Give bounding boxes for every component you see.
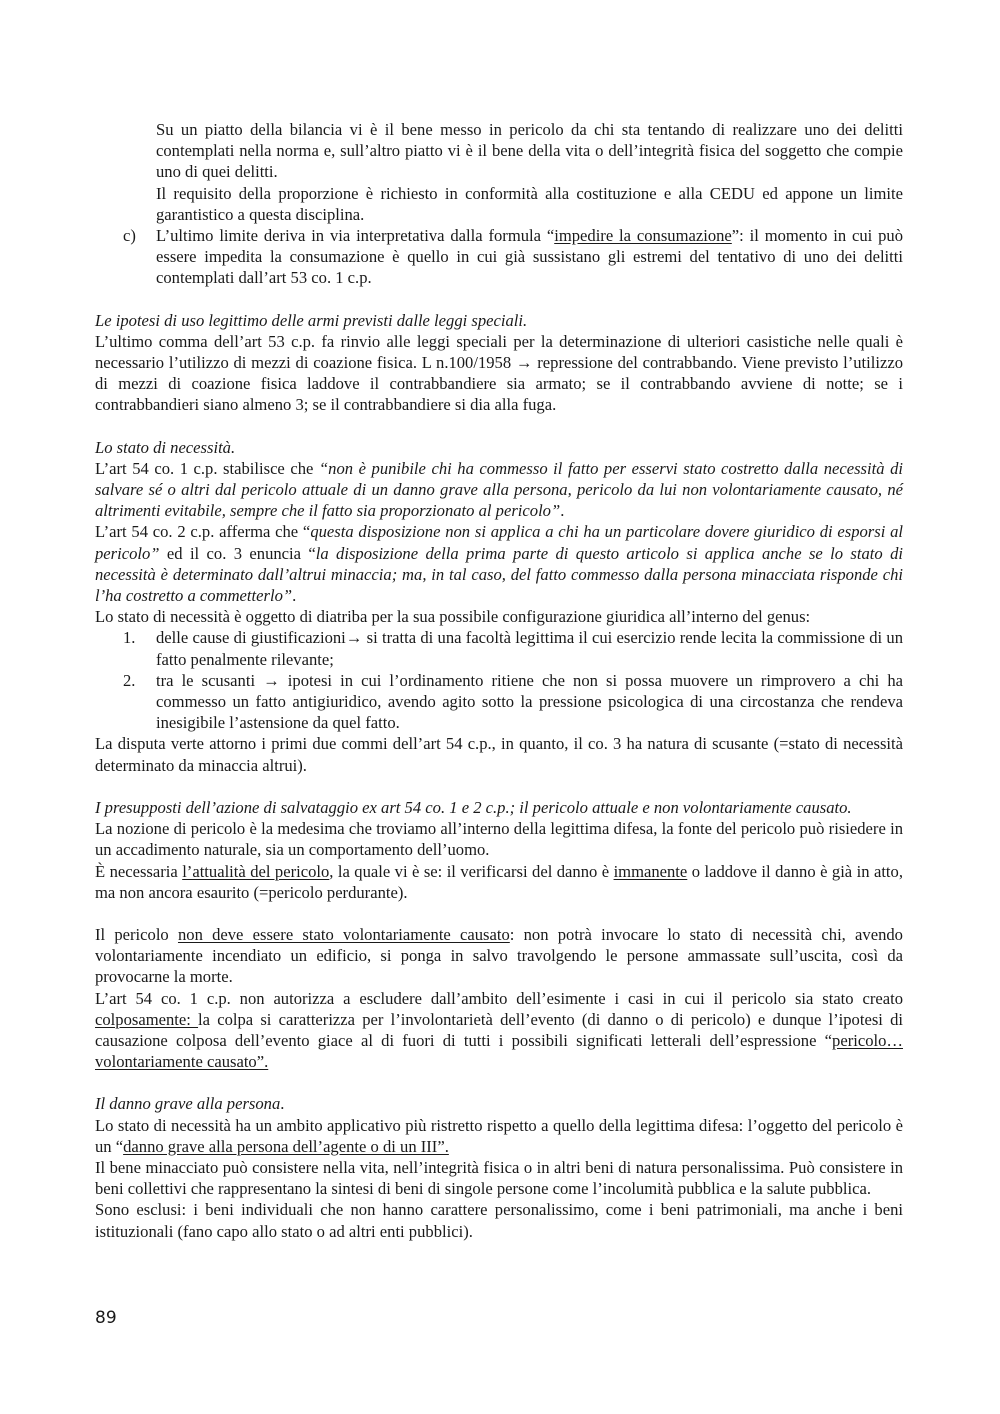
paragraph-bilancia (156, 119, 903, 183)
list-item-2 (95, 670, 903, 734)
underlined-term: pericolo…volontariamente causato”. (95, 1030, 903, 1072)
arrow-right-icon: → (263, 670, 280, 690)
paragraph-disputa: La disputa verte attorno i primi due commi dell’art 54 c.p., in quanto, il co. 3 ha natura di scusante (=stato di necessità determinato da minaccia altrui). (95, 734, 903, 775)
paragraph-text: repressione del contrabbando. Viene previsto l’utilizzo di mezzi di coazione fisica laddove il contrabbandiere sia armato; se il contrabbando avviene di notte; se i contrabbandieri siano almeno 3; se il contrabbandiere si dia alla fuga. (95, 353, 903, 415)
list-item-1 (95, 627, 903, 669)
section-heading-danno (95, 1093, 903, 1114)
list-marker: c) (123, 226, 136, 246)
paragraph-nozione-pericolo: La nozione di pericolo è la medesima che troviamo all’interno della legittima difesa, la fonte del pericolo può risiedere in un accadimento naturale, sia un comportamento dell’uomo. (95, 819, 903, 860)
paragraph-text: Su un piatto della bilancia vi è il bene messo in pericolo da chi sta tentando di realizzare uno dei delitti contemplati nella norma e, sull’altro piatto vi è il bene della vita o dell’integrità fisica del soggetto che compie uno di quei delitti. (156, 120, 903, 182)
paragraph-proporzione (156, 183, 903, 225)
arrow-right-icon: → (515, 353, 533, 373)
quoted-law: la disposizione della prima parte di questo articolo si applica anche se lo stato di necessità è determinato dall’altrui minaccia; ma, in tal caso, del fatto commesso dalla persona minacciata risponde chi l’ha costretto a commetterlo” (95, 543, 903, 606)
paragraph-text: si tratta di una facoltà legittima il cui esercizio rende lecita la commissione di un fatto penalmente rilevante; (156, 628, 903, 669)
paragraph-attualita (95, 861, 903, 903)
paragraph-armi (95, 331, 903, 416)
underlined-term: impedire la consumazione (554, 226, 732, 246)
paragraph-esclusi: Sono esclusi: i beni individuali che non hanno carattere personalissimo, come i beni patrimoniali, ma anche i beni istituzionali (fano capo allo stato o ad altri enti pubblici). (95, 1200, 903, 1241)
paragraph-non-volontario (95, 924, 903, 988)
paragraph-text: L’art 54 co. 1 c.p. non autorizza a escludere dall’ambito dell’esimente i casi in cui il pericolo sia stato creato (95, 988, 903, 1008)
paragraph-art54-co1 (95, 458, 903, 522)
paragraph-text: la colpa si caratterizza per l’involontarietà dell’evento (di danno o di pericolo) e dunque l’ipotesi di causazione colposa dell’evento giace al di fuori di tutti i possibili significati letterali dell’espressione “ (95, 1009, 903, 1050)
arrow-right-icon: → (345, 628, 363, 648)
paragraph-text: , la quale vi è se: il verificarsi del danno è (329, 861, 614, 881)
quoted-law: questa disposizione non si applica a chi ha un particolare dovere giuridico di esporsi al pericolo” (95, 522, 904, 563)
list-item-c (95, 225, 903, 289)
underlined-term: immanente (613, 861, 688, 881)
paragraph-ambito (95, 1115, 903, 1157)
paragraph-text: ipotesi in cui l’ordinamento ritiene che non si possa muovere un rimprovero a chi ha commesso un fatto antigiuridico, avendo agito sotto la pressione psicologica di una circostanza che rendeva inesigibile l’astensione da quel fatto. (156, 670, 903, 733)
paragraph-diatriba: Lo stato di necessità è oggetto di diatriba per la sua possibile configurazione giuridica all’interno del genus: (95, 607, 811, 627)
document-page (95, 119, 903, 1242)
paragraph-text: delle cause di giustificazioni (156, 628, 346, 648)
paragraph-bene-minacciato: Il bene minacciato può consistere nella vita, nell’integrità fisica o in altri beni di natura personalissima. Può consistere in beni collettivi che rappresentano la sintesi di beni di singole persone come l’incolumità pubblica e la salute pubblica. (95, 1157, 903, 1199)
paragraph-text: L’art 54 co. 1 c.p. stabilisce che (95, 458, 319, 478)
paragraph-text: . (560, 501, 565, 521)
paragraph-text: tra le scusanti (156, 670, 264, 690)
paragraph-text: È necessaria (95, 861, 183, 881)
section-heading-presupposti: I presupposti dell’azione di salvataggio ex art 54 co. 1 e 2 c.p.; il pericolo attuale e non volontariamente causato. (95, 797, 852, 817)
underlined-term: colposamente: (95, 1009, 199, 1029)
underlined-term: l’attualità del pericolo (182, 861, 330, 881)
page-number: 89 (95, 1308, 117, 1328)
heading-text: Il danno grave alla persona (95, 1094, 281, 1114)
section-heading-armi: Le ipotesi di uso legittimo delle armi previsti dalle leggi speciali. (95, 310, 528, 330)
heading-dot: . (280, 1094, 285, 1114)
paragraph-art54-co2 (95, 521, 903, 606)
paragraph-text: Lo stato di necessità ha un ambito applicativo più ristretto rispetto a quello della legittima difesa: l’oggetto del pericolo è un “ (95, 1115, 903, 1156)
paragraph-colposamente (95, 988, 903, 1073)
list-marker: 2. (123, 670, 136, 690)
paragraph-text: L’ultimo limite deriva in via interpretativa dalla formula “ (156, 226, 555, 246)
paragraph-text: Il pericolo (95, 924, 178, 944)
underlined-term: non deve essere stato volontariamente causato (177, 924, 510, 944)
underlined-term: danno grave alla persona dell’agente o di un III”. (123, 1136, 449, 1156)
paragraph-text: Il requisito della proporzione è richiesto in conformità alla costituzione e alla CEDU ed appone un limite garantistico a questa disciplina. (156, 183, 903, 224)
paragraph-text: o laddove il danno è già in atto, ma non ancora esaurito (=pericolo perdurante). (95, 861, 903, 902)
paragraph-text: . (292, 586, 297, 606)
paragraph-text: L’art 54 co. 2 c.p. afferma che “ (95, 522, 311, 542)
paragraph-text: : non potrà invocare lo stato di necessità chi, avendo volontariamente incendiato un edificio, si ponga in salvo travolgendo le persone ammassate sull’uscita, così da provocarne la morte. (95, 924, 903, 987)
quoted-law: “non è punibile chi ha commesso il fatto per esservi stato costretto dalla necessità di salvare sé o altri dal pericolo attuale di un danno grave alla persona, pericolo da lui non volontariamente causato, né altrimenti evitabile, sempre che il fatto sia proporzionato al pericolo” (95, 458, 903, 521)
section-heading-necessita: Lo stato di necessità. (95, 437, 236, 457)
list-marker: 1. (123, 628, 136, 648)
paragraph-text: ed il co. 3 enuncia “ (159, 543, 316, 563)
paragraph-text: L’ultimo comma dell’art 53 c.p. fa rinvio alle leggi speciali per la determinazione di ulteriori casistiche nelle quali è necessario l’utilizzo di mezzi di coazione fisica. L n.100/1958 (95, 331, 903, 373)
paragraph-text: ”: il momento in cui può essere impedita la consumazione è quello in cui già sussistano gli estremi del tentativo di uno dei delitti contemplati dall’art 53 co. 1 c.p. (156, 226, 903, 288)
